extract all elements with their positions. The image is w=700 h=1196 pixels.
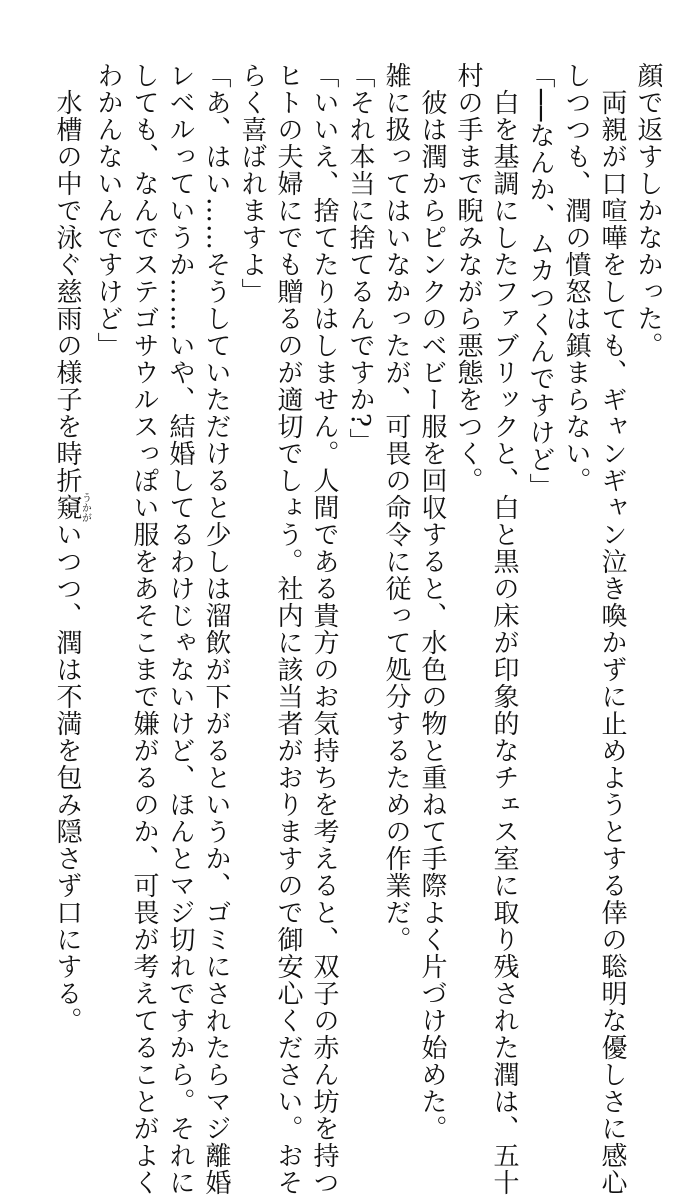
- text-line: わかんないんですけど」: [93, 62, 123, 359]
- text-line: 彼は潤からピンクのベビー服を回収すると、水色の物と重ねて手際よく片づけ始めた。: [417, 62, 447, 1142]
- text-line: しつつも、潤の憤怒は鎮まらない。: [561, 62, 591, 494]
- text-segment: いつつ、潤は不満を包み隠さず口にする。: [52, 521, 82, 1034]
- text-line: 「──なんか、ムカつくんですけど」: [525, 62, 555, 501]
- text-line: ヒトの夫婦にでも贈るのが適切でしょう。社内に該当者がおりますので御安心ください。おそ: [273, 62, 303, 1196]
- ruby-base: 窺: [52, 492, 82, 523]
- ruby-reading: うかが: [79, 492, 91, 523]
- text-line: しても、なんでステゴサウルスっぽい服をあそこまで嫌がるのか、可畏が考えてることがよく: [129, 62, 159, 1196]
- text-line-with-ruby: [49, 62, 91, 1034]
- text-line: 両親が口喧嘩をしても、ギャンギャン泣き喚かずに止めようとする倖の聡明な優しさに感心: [597, 62, 627, 1196]
- text-line: 「それ本当に捨てるんですか?」: [345, 62, 375, 455]
- text-line: 白を基調にしたファブリックと、白と黒の床が印象的なチェス室に取り残された潤は、五十: [489, 62, 519, 1196]
- text-line: 雑に扱ってはいなかったが、可畏の命令に従って処分するための作業だ。: [381, 62, 411, 953]
- vertical-text-block: [49, 62, 666, 1196]
- text-line: レベルっていうか……いや、結婚してるわけじゃないけど、ほんとマジ切れですから。それに: [165, 62, 195, 1196]
- text-line: らく喜ばれますよ」: [237, 62, 267, 305]
- text-line: 「いいえ、捨てたりはしません。人間である貴方のお気持ちを考えると、双子の赤ん坊を持つ: [309, 62, 339, 1196]
- ruby-annotation: [52, 492, 91, 523]
- text-line: 村の手まで睨みながら悪態をつく。: [453, 62, 483, 494]
- text-line: 顔で返すしかなかった。: [633, 62, 663, 359]
- text-line: 「あ、はい……そうしていただけると少しは溜飲が下がるというか、ゴミにされたらマジ離婚: [201, 62, 231, 1196]
- text-segment: 水槽の中で泳ぐ慈雨の様子を時折: [52, 62, 82, 494]
